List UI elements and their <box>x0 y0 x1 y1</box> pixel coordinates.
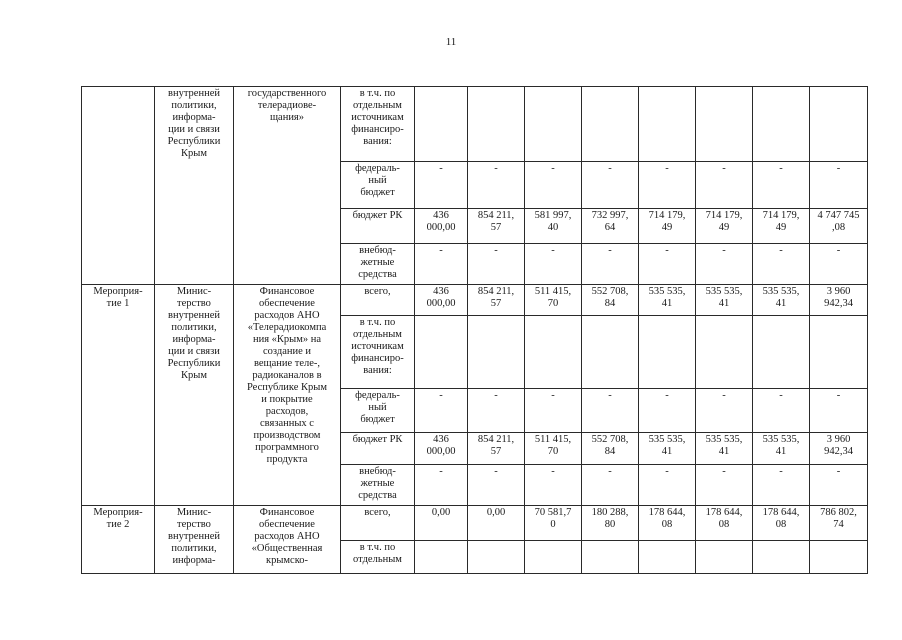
value-cell: - <box>525 162 582 209</box>
value-cell <box>810 316 868 389</box>
value-cell: 0,00 <box>468 506 525 541</box>
value-cell: 535 535, 41 <box>753 433 810 465</box>
value-cell: - <box>468 389 525 433</box>
executor-cell: внутренней политики, информа- ции и связи Республики Крым <box>155 87 234 285</box>
value-cell <box>639 87 696 162</box>
value-cell: - <box>753 389 810 433</box>
event-name-cell: Финансовое обеспечение расходов АНО «Телерадиокомпа ния «Крым» на создание и вещание теле-, радиоканалов в Республике Крым и покрытие расходов, связанных с производством программного продукта <box>234 285 341 506</box>
value-cell: 436 000,00 <box>415 285 468 316</box>
value-cell: 3 960 942,34 <box>810 433 868 465</box>
value-cell: - <box>810 389 868 433</box>
value-cell: 714 179, 49 <box>696 209 753 244</box>
source-cell: федераль- ный бюджет <box>341 389 415 433</box>
value-cell <box>696 541 753 574</box>
value-cell: 70 581,7 0 <box>525 506 582 541</box>
value-cell: - <box>639 465 696 506</box>
value-cell: - <box>525 389 582 433</box>
value-cell: - <box>696 465 753 506</box>
value-cell: - <box>810 465 868 506</box>
value-cell: - <box>753 162 810 209</box>
executor-cell: Минис- терство внутренней политики, информа- ции и связи Республики Крым <box>155 285 234 506</box>
value-cell <box>582 541 639 574</box>
value-cell <box>753 541 810 574</box>
value-cell: 178 644, 08 <box>753 506 810 541</box>
source-cell: всего, <box>341 285 415 316</box>
event-name-cell: государственного телерадиове- щания» <box>234 87 341 285</box>
value-cell: - <box>639 162 696 209</box>
value-cell <box>810 541 868 574</box>
source-cell: бюджет РК <box>341 209 415 244</box>
value-cell <box>468 87 525 162</box>
value-cell: 854 211, 57 <box>468 209 525 244</box>
value-cell: - <box>696 389 753 433</box>
value-cell: - <box>415 162 468 209</box>
value-cell <box>753 87 810 162</box>
value-cell: 511 415, 70 <box>525 285 582 316</box>
value-cell: - <box>753 244 810 285</box>
value-cell: 178 644, 08 <box>696 506 753 541</box>
value-cell <box>810 87 868 162</box>
value-cell: - <box>468 244 525 285</box>
source-cell: федераль- ный бюджет <box>341 162 415 209</box>
table-row <box>82 506 868 541</box>
value-cell: 854 211, 57 <box>468 285 525 316</box>
value-cell: - <box>415 244 468 285</box>
value-cell: 535 535, 41 <box>639 433 696 465</box>
value-cell: 511 415, 70 <box>525 433 582 465</box>
value-cell: - <box>468 162 525 209</box>
financing-table <box>81 86 868 574</box>
source-cell: внебюд- жетные средства <box>341 244 415 285</box>
event-label-cell: Мероприя- тие 1 <box>82 285 155 506</box>
executor-cell: Минис- терство внутренней политики, информа- <box>155 506 234 574</box>
value-cell <box>525 316 582 389</box>
source-cell: всего, <box>341 506 415 541</box>
value-cell <box>753 316 810 389</box>
value-cell: 854 211, 57 <box>468 433 525 465</box>
value-cell: - <box>415 389 468 433</box>
value-cell: - <box>639 389 696 433</box>
value-cell <box>468 316 525 389</box>
value-cell: 552 708, 84 <box>582 433 639 465</box>
event-label-cell <box>82 87 155 285</box>
value-cell: - <box>639 244 696 285</box>
value-cell <box>468 541 525 574</box>
event-label-cell: Мероприя- тие 2 <box>82 506 155 574</box>
value-cell: - <box>468 465 525 506</box>
value-cell <box>639 316 696 389</box>
value-cell: 714 179, 49 <box>753 209 810 244</box>
value-cell: 535 535, 41 <box>753 285 810 316</box>
value-cell <box>582 316 639 389</box>
value-cell: 786 802, 74 <box>810 506 868 541</box>
value-cell: 535 535, 41 <box>696 433 753 465</box>
value-cell: - <box>582 465 639 506</box>
value-cell <box>639 541 696 574</box>
source-cell: внебюд- жетные средства <box>341 465 415 506</box>
source-cell: в т.ч. по отдельным источникам финансиро- вания: <box>341 316 415 389</box>
value-cell: 732 997, 64 <box>582 209 639 244</box>
value-cell: - <box>582 162 639 209</box>
value-cell <box>415 87 468 162</box>
value-cell: - <box>415 465 468 506</box>
value-cell: - <box>525 244 582 285</box>
source-cell: бюджет РК <box>341 433 415 465</box>
value-cell: 535 535, 41 <box>696 285 753 316</box>
value-cell: 552 708, 84 <box>582 285 639 316</box>
value-cell: 436 000,00 <box>415 433 468 465</box>
value-cell <box>582 87 639 162</box>
table-row <box>82 285 868 316</box>
page-number: 11 <box>445 36 457 48</box>
value-cell: - <box>810 162 868 209</box>
value-cell <box>525 541 582 574</box>
event-name-cell: Финансовое обеспечение расходов АНО «Общественная крымско- <box>234 506 341 574</box>
value-cell: - <box>753 465 810 506</box>
value-cell: 178 644, 08 <box>639 506 696 541</box>
value-cell: 714 179, 49 <box>639 209 696 244</box>
value-cell: 3 960 942,34 <box>810 285 868 316</box>
value-cell <box>415 541 468 574</box>
value-cell <box>525 87 582 162</box>
source-cell: в т.ч. по отдельным источникам финансиро- вания: <box>341 87 415 162</box>
value-cell: - <box>582 244 639 285</box>
value-cell: - <box>810 244 868 285</box>
value-cell: 0,00 <box>415 506 468 541</box>
source-cell: в т.ч. по отдельным <box>341 541 415 574</box>
value-cell: 180 288, 80 <box>582 506 639 541</box>
value-cell: 4 747 745 ,08 <box>810 209 868 244</box>
value-cell: 535 535, 41 <box>639 285 696 316</box>
value-cell <box>415 316 468 389</box>
value-cell: - <box>525 465 582 506</box>
value-cell: 581 997, 40 <box>525 209 582 244</box>
value-cell <box>696 316 753 389</box>
value-cell: - <box>582 389 639 433</box>
value-cell: - <box>696 162 753 209</box>
value-cell: - <box>696 244 753 285</box>
table-row <box>82 87 868 162</box>
value-cell: 436 000,00 <box>415 209 468 244</box>
value-cell <box>696 87 753 162</box>
